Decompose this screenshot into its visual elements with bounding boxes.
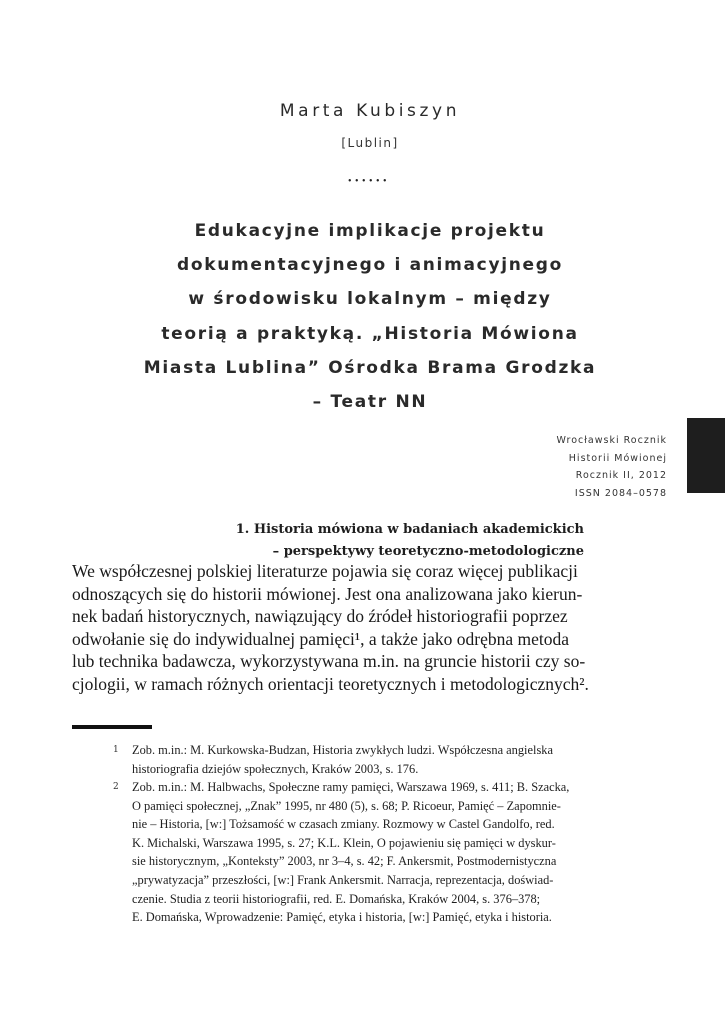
article-title [60, 214, 680, 419]
body-line: odwołanie się do indywidualnej pamięci¹, a także jako odrębna metoda [72, 628, 570, 649]
body-line: cjologii, w ramach różnych orientacji teoretycznych i metodologicznych². [72, 673, 589, 694]
footnote-line: E. Domańska, Wprowadzenie: Pamięć, etyka i historia, [w:] Pamięć, etyka i historia. [132, 910, 552, 925]
footnote-number: 1 [113, 745, 119, 755]
author-affiliation: [Lublin] [341, 136, 399, 150]
ornament-dots: •••••• [347, 176, 390, 187]
author-name: Marta Kubiszyn [279, 101, 461, 121]
footnote-line: historiografia dziejów społecznych, Kraków 2003, s. 176. [132, 761, 419, 776]
body-line: lub technika badawcza, wykorzystywana m.in. na gruncie historii czy so- [72, 651, 586, 672]
body-paragraph [72, 560, 589, 696]
journal-name-line1: Wrocławski Rocznik [556, 435, 667, 446]
footnote-line: Zob. m.in.: M. Halbwachs, Społeczne ramy pamięci, Warszawa 1969, s. 411; B. Szacka, [132, 780, 570, 794]
footnote-line: czenie. Studia z teorii historiografii, red. E. Domańska, Kraków 2004, s. 376–378; [132, 891, 541, 906]
footnote-line: O pamięci społecznej, „Znak” 1995, nr 480 (5), s. 68; P. Ricoeur, Pamięć – Zapomnie- [132, 798, 561, 813]
title-line: Miasta Lublina” Ośrodka Brama Grodzka [143, 357, 597, 378]
footnote-number: 2 [113, 782, 119, 792]
journal-name-line2: Historii Mówionej [568, 452, 667, 464]
title-line: teorią a praktyką. „Historia Mówiona [161, 323, 579, 344]
footnote-line: K. Michalski, Warszawa 1995, s. 27; K.L. Klein, O pojawieniu się pamięci w dyskur- [132, 835, 556, 850]
section-heading-line2: – perspektywy teoretyczno-metodologiczne [272, 544, 584, 559]
body-line: odnoszących się do historii mówionej. Jest ona analizowana jako kierun- [72, 583, 583, 604]
title-line: dokumentacyjnego i animacyjnego [176, 255, 564, 276]
page-edge-tab [687, 418, 725, 493]
journal-issn: ISSN 2084–0578 [574, 487, 667, 499]
footnote-text [132, 741, 587, 778]
footnote-line: sie historycznym, „Konteksty” 2003, nr 3–4, s. 42; F. Ankersmit, Postmodernistyczna [132, 854, 557, 869]
title-line: Edukacyjne implikacje projektu [194, 221, 546, 241]
title-line: – Teatr NN [312, 392, 428, 413]
title-line: w środowisku lokalnym – między [188, 289, 552, 310]
footnote-text [132, 778, 587, 927]
journal-volume: Rocznik II, 2012 [575, 470, 667, 481]
footnote-separator [72, 725, 152, 729]
body-line: We współczesnej polskiej literaturze pojawia się coraz więcej publikacji [72, 561, 578, 581]
section-heading-line1: 1. Historia mówiona w badaniach akademickich [235, 522, 584, 537]
footnote-line: nie – Historia, [w:] Tożsamość w czasach zmiany. Rozmowy w Castel Gandolfo, red. [132, 817, 555, 832]
footnote-line: Zob. m.in.: M. Kurkowska-Budzan, Historia zwykłych ludzi. Współczesna angielska [132, 743, 553, 757]
section-heading [236, 519, 584, 563]
footnote-line: „prywatyzacja” przeszłości, [w:] Frank Ankersmit. Narracja, reprezentacja, doświad- [132, 872, 554, 887]
journal-info [557, 432, 667, 502]
body-line: nek badań historycznych, nawiązujący do źródeł historiografii poprzez [72, 606, 568, 627]
